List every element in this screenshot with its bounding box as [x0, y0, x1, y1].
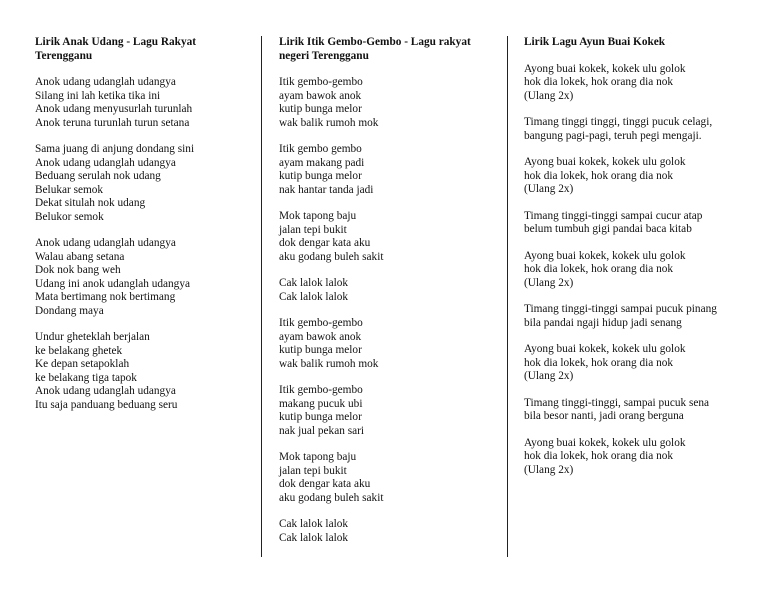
lyric-line: (Ulang 2x) — [524, 370, 574, 382]
lyric-line: (Ulang 2x) — [524, 276, 574, 289]
lyric-line: hok dia lokek, hok orang dia nok — [524, 76, 674, 88]
lyric-line: bila besor nanti, jadi orang berguna — [524, 410, 684, 422]
stanza — [524, 303, 754, 330]
lyric-line: hok dia lokek, hok orang dia nok — [524, 169, 674, 182]
lyric-line: ayam bawok anok — [279, 89, 362, 102]
stanza — [524, 250, 754, 291]
lyric-line: Timang tinggi tinggi, tinggi pucuk celagi, — [524, 116, 713, 128]
lyric-line: Cak lalok lalok — [279, 290, 349, 303]
stanza — [524, 210, 754, 237]
lyric-line: ayam bawok anok — [279, 330, 362, 343]
lyric-line: kutip bunga melor — [279, 170, 362, 182]
lyric-line: Ke depan setapoklah — [35, 358, 130, 370]
lyric-line: wak balik rumoh mok — [279, 116, 379, 129]
stanza — [35, 143, 250, 224]
lyric-line: Undur gheteklah berjalan — [35, 331, 150, 343]
lyric-line: Ayong buai kokek, kokek ulu golok — [524, 156, 686, 168]
stanza — [279, 317, 499, 371]
lyric-line: Cak lalok lalok — [279, 277, 349, 289]
lyric-line: Timang tinggi-tinggi sampai pucuk pinang — [524, 303, 717, 315]
lyric-line: makang pucuk ubi — [279, 397, 363, 410]
lyric-line: Silang ini lah ketika tika ini — [35, 89, 161, 102]
lyric-line: Dok nok bang weh — [35, 264, 121, 276]
stanza — [35, 237, 250, 318]
lyric-line: Itu saja panduang beduang seru — [35, 398, 178, 411]
lyric-line: wak balik rumoh mok — [279, 357, 379, 370]
stanza — [524, 437, 754, 478]
column-title: Lirik Itik Gembo-Gembo - Lagu rakyat negeri Terengganu — [279, 36, 471, 62]
column-divider — [261, 36, 262, 557]
lyric-line: Itik gembo-gembo — [279, 76, 363, 88]
lyric-line: Timang tinggi-tinggi sampai cucur atap — [524, 209, 703, 222]
lyric-line: Anok udang menyusurlah turunlah — [35, 103, 193, 115]
lyric-line: Anok udang udanglah udangya — [35, 76, 176, 88]
lyric-line: jalan tepi bukit — [279, 464, 347, 477]
column-divider — [507, 36, 508, 557]
lyric-line: Cak lalok lalok — [279, 518, 349, 530]
lyric-line: Walau abang setana — [35, 250, 125, 263]
lyric-line: ke belakang tiga tapok — [35, 371, 137, 384]
stanza — [524, 343, 754, 384]
lyric-line: Dondang maya — [35, 304, 104, 317]
lyric-line: (Ulang 2x) — [524, 463, 574, 476]
lyric-line: Itik gembo gembo — [279, 143, 362, 155]
lyric-line: Ayong buai kokek, kokek ulu golok — [524, 249, 686, 262]
lyric-line: aku godang buleh sakit — [279, 491, 384, 504]
stanza — [524, 116, 754, 143]
stanza — [279, 210, 499, 264]
stanza — [279, 384, 499, 438]
lyric-line: hok dia lokek, hok orang dia nok — [524, 263, 674, 275]
lyric-line: kutip bunga melor — [279, 103, 362, 115]
lyric-line: dok dengar kata aku — [279, 237, 371, 249]
stanza — [279, 76, 499, 130]
lyric-line: Dekat situlah nok udang — [35, 197, 146, 209]
lyric-line: Anok teruna turunlah turun setana — [35, 116, 190, 129]
lyric-line: bangung pagi-pagi, teruh pegi mengaji. — [524, 129, 702, 142]
lyric-line: aku godang buleh sakit — [279, 250, 384, 263]
lyric-line: hok dia lokek, hok orang dia nok — [524, 450, 674, 462]
lyric-line: Timang tinggi-tinggi, sampai pucuk sena — [524, 396, 710, 409]
lyric-line: Udang ini anok udanglah udangya — [35, 277, 190, 290]
lyric-line: Cak lalok lalok — [279, 531, 349, 544]
lyric-line: Belukor semok — [35, 210, 104, 223]
lyric-line: kutip bunga melor — [279, 344, 362, 356]
lyrics-column-anak-udang — [35, 36, 250, 425]
lyrics-column-ayun-buai-kokek — [524, 36, 754, 490]
stanza — [279, 277, 499, 304]
lyric-line: dok dengar kata aku — [279, 478, 371, 490]
lyric-line: belum tumbuh gigi pandai baca kitab — [524, 223, 692, 235]
lyric-line: Beduang serulah nok udang — [35, 170, 161, 182]
lyric-line: bila pandai ngaji hidup jadi senang — [524, 316, 682, 329]
stanza — [35, 76, 250, 130]
lyric-line: kutip bunga melor — [279, 411, 362, 423]
stanza — [524, 63, 754, 104]
lyric-line: Ayong buai kokek, kokek ulu golok — [524, 436, 686, 449]
lyrics-column-itik-gembo-gembo — [279, 36, 499, 558]
lyric-line: nak jual pekan sari — [279, 424, 365, 437]
stanza — [279, 143, 499, 197]
lyric-line: Mok tapong baju — [279, 451, 357, 463]
lyric-line: ayam makang padi — [279, 156, 365, 169]
lyric-line: Anok udang udanglah udangya — [35, 385, 176, 397]
lyric-line: Mok tapong baju — [279, 210, 357, 222]
stanza — [279, 518, 499, 545]
lyric-line: Mata bertimang nok bertimang — [35, 291, 176, 303]
lyric-line: ke belakang ghetek — [35, 344, 123, 357]
lyric-line: Anok udang udanglah udangya — [35, 156, 176, 169]
lyric-line: (Ulang 2x) — [524, 89, 574, 102]
column-title: Lirik Anak Udang - Lagu Rakyat Terengganu — [35, 36, 197, 62]
lyric-line: Itik gembo-gembo — [279, 384, 363, 396]
stanza-list — [279, 76, 499, 545]
lyric-line: Itik gembo-gembo — [279, 317, 363, 329]
lyric-line: jalan tepi bukit — [279, 223, 347, 236]
lyric-line: Ayong buai kokek, kokek ulu golok — [524, 343, 686, 355]
stanza — [524, 156, 754, 197]
lyric-line: Sama juang di anjung dondang sini — [35, 143, 195, 155]
lyric-line: Ayong buai kokek, kokek ulu golok — [524, 62, 686, 75]
stanza — [35, 331, 250, 412]
stanza — [279, 451, 499, 505]
lyric-line: Belukar semok — [35, 183, 104, 196]
stanza — [524, 397, 754, 424]
lyric-line: Anok udang udanglah udangya — [35, 237, 176, 249]
column-title: Lirik Lagu Ayun Buai Kokek — [524, 36, 666, 48]
lyric-line: (Ulang 2x) — [524, 183, 574, 195]
stanza-list — [524, 63, 754, 478]
lyric-line: nak hantar tanda jadi — [279, 183, 374, 196]
stanza-list — [35, 76, 250, 412]
lyric-line: hok dia lokek, hok orang dia nok — [524, 356, 674, 369]
